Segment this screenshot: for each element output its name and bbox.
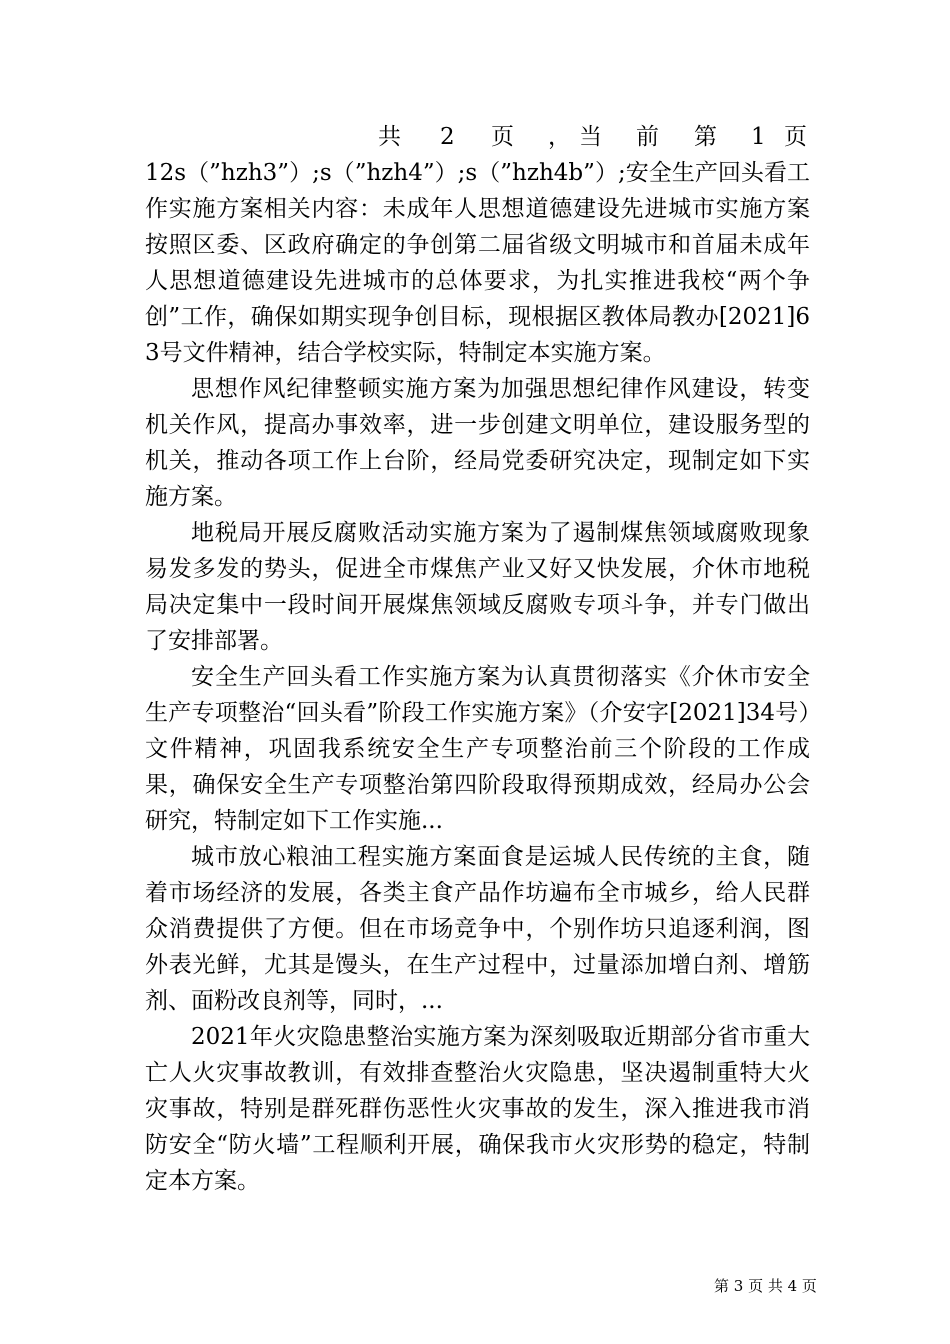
paragraph-grain-oil: 城市放心粮油工程实施方案面食是运城人民传统的主食，随着市场经济的发展，各类主食产品作坊遍布全市城乡，给人民群众消费提供了方便。但在市场竞争中，个别作坊只追逐利润，图外表光鲜，尤其是馒头，在生产过程中，过量添加增白剂、增筋剂、面粉改良剂等，同时，... bbox=[145, 844, 810, 1014]
paragraph-anticorruption: 地税局开展反腐败活动实施方案为了遏制煤焦领域腐败现象易发多发的势头，促进全市煤焦产业又好又快发展，介休市地税局决定集中一段时间开展煤焦领域反腐败专项斗争，并专门做出了安排部署。 bbox=[145, 520, 810, 654]
header-token: ， bbox=[548, 124, 571, 150]
header-token: 前 bbox=[636, 124, 659, 150]
paragraph-safety-review: 安全生产回头看工作实施方案为认真贯彻落实《介休市安全生产专项整治“回头看”阶段工作实施方案》（介安字[2021]34号）文件精神，巩固我系统安全生产专项整治前三个阶段的工作成果，确保安全生产专项整治第四阶段取得预期成效，经局办公会研究，特制定如下工作实施... bbox=[145, 664, 810, 834]
header-token: 当 bbox=[579, 124, 602, 150]
paragraph-fire-hazard: 2021年火灾隐患整治实施方案为深刻吸取近期部分省市重大亡人火灾事故教训，有效排查整治火灾隐患，坚决遏制重特大火灾事故，特别是群死群伤恶性火灾事故的发生，深入推进我市消防安全“防火墙”工程顺利开展，确保我市火灾形势的稳定，特制定本方案。 bbox=[145, 1024, 810, 1194]
header-token: 2 bbox=[440, 124, 455, 150]
page-count-header bbox=[378, 121, 808, 153]
header-token: 页 bbox=[784, 124, 807, 150]
header-token: 第 bbox=[694, 124, 717, 150]
document-body bbox=[145, 155, 810, 1199]
paragraph-intro: 12s（”hzh3”）;s（”hzh4”）;s（”hzh4b”）;安全生产回头看工作实施方案相关内容：未成年人思想道德建设先进城市实施方案按照区委、区政府确定的争创第二届省级文明城市和首届未成年人思想道德建设先进城市的总体要求，为扎实推进我校“两个争创”工作，确保如期实现争创目标，现根据区教体局教办[2021]63号文件精神，结合学校实际，特制定本实施方案。 bbox=[145, 160, 810, 366]
paragraph-discipline: 思想作风纪律整顿实施方案为加强思想纪律作风建设，转变机关作风，提高办事效率，进一步创建文明单位，建设服务型的机关，推动各项工作上台阶，经局党委研究决定，现制定如下实施方案。 bbox=[145, 376, 810, 510]
header-token: 页 bbox=[491, 124, 514, 150]
header-token: 1 bbox=[751, 124, 766, 150]
page-number-footer: 第 3 页 共 4 页 bbox=[714, 1277, 817, 1295]
header-token: 共 bbox=[378, 124, 401, 150]
